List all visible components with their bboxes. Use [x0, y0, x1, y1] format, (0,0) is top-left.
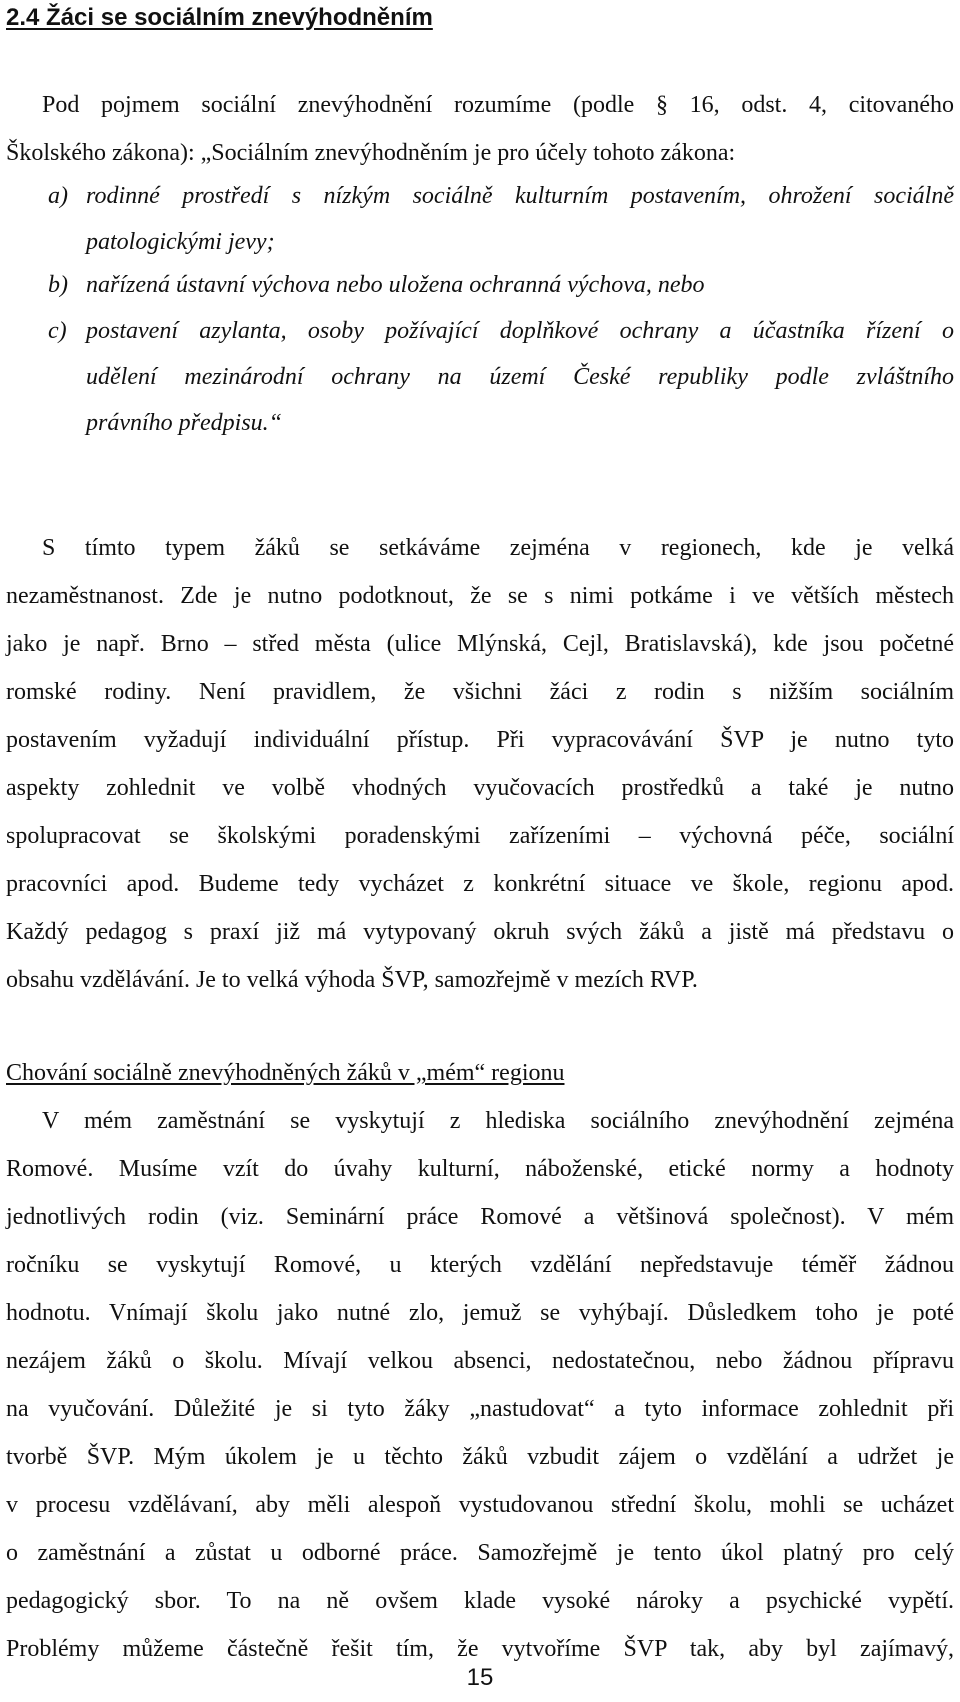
paragraph-line: romské rodiny. Není pravidlem, že všichni žáci z rodin s nižším sociálním — [6, 679, 954, 705]
law-item-line: nařízená ústavní výchova nebo uložena ochranná výchova, nebo — [86, 272, 705, 298]
intro-line: Školského zákona): „Sociálním znevýhodněním je pro účely tohoto zákona: — [6, 140, 736, 166]
paragraph-line: spolupracovat se školskými poradenskými zařízeními – výchovná péče, sociální — [6, 823, 954, 849]
paragraph-line: aspekty zohlednit ve volbě vhodných vyučovacích prostředků a také je nutno — [6, 775, 954, 801]
paragraph-line: ročníku se vyskytují Romové, u kterých vzdělání nepředstavuje téměř žádnou — [6, 1252, 954, 1278]
paragraph-line: v procesu vzdělávaní, aby měli alespoň vystudovanou střední školu, mohli se ucházet — [6, 1492, 954, 1518]
paragraph-line: pedagogický sbor. To na ně ovšem klade vysoké nároky a psychické vypětí. — [6, 1588, 954, 1614]
paragraph-line: nezaměstnanost. Zde je nutno podotknout, že se s nimi potkáme i ve větších městech — [6, 583, 954, 609]
subsection-heading: Chování sociálně znevýhodněných žáků v „mém“ regionu — [6, 1060, 565, 1086]
paragraph-line: pracovníci apod. Budeme tedy vycházet z konkrétní situace ve škole, regionu apod. — [6, 871, 954, 897]
paragraph-one — [6, 524, 954, 1004]
paragraph-line: S tímto typem žáků se setkáváme zejména v regionech, kde je velká — [42, 535, 954, 561]
law-item-line: právního předpisu.“ — [86, 410, 283, 436]
law-item-line: patologickými jevy; — [86, 229, 275, 255]
law-item-line: udělení mezinárodní ochrany na území České republiky podle zvláštního — [86, 364, 954, 390]
law-item-label: b) — [48, 272, 68, 298]
paragraph-line: jako je např. Brno – střed města (ulice Mlýnská, Cejl, Bratislavská), kde jsou početné — [6, 631, 954, 657]
law-item-line: rodinné prostředí s nízkým sociálně kulturním postavením, ohrožení sociálně — [86, 183, 954, 209]
paragraph-line: hodnotu. Vnímají školu jako nutné zlo, jemuž se vyhýbají. Důsledkem toho je poté — [6, 1300, 954, 1326]
law-item-label: c) — [48, 318, 67, 344]
paragraph-line: V mém zaměstnání se vyskytují z hlediska sociálního znevýhodnění zejména — [42, 1108, 954, 1134]
paragraph-two — [6, 1097, 954, 1673]
paragraph-line: obsahu vzdělávání. Je to velká výhoda ŠVP, samozřejmě v mezích RVP. — [6, 967, 698, 993]
paragraph-line: Každý pedagog s praxí již má vytypovaný okruh svých žáků a jistě má představu o — [6, 919, 954, 945]
paragraph-line: Problémy můžeme částečně řešit tím, že vytvoříme ŠVP tak, aby byl zajímavý, — [6, 1636, 954, 1662]
intro-paragraph — [6, 81, 954, 177]
paragraph-line: nezájem žáků o školu. Mívají velkou absenci, nedostatečnou, nebo žádnou přípravu — [6, 1348, 954, 1374]
intro-line: Pod pojmem sociální znevýhodnění rozumíme (podle § 16, odst. 4, citovaného — [42, 92, 954, 118]
page-number: 15 — [466, 1664, 494, 1691]
section-heading: 2.4 Žáci se sociálním znevýhodněním — [6, 4, 433, 31]
paragraph-line: postavením vyžadují individuální přístup. Při vypracovávání ŠVP je nutno tyto — [6, 727, 954, 753]
paragraph-line: o zaměstnání a zůstat u odborné práce. Samozřejmě je tento úkol platný pro celý — [6, 1540, 954, 1566]
paragraph-line: jednotlivých rodin (viz. Seminární práce Romové a většinová společnost). V mém — [6, 1204, 954, 1230]
paragraph-line: na vyučování. Důležité je si tyto žáky „nastudovat“ a tyto informace zohlednit při — [6, 1396, 954, 1422]
paragraph-line: tvorbě ŠVP. Mým úkolem je u těchto žáků vzbudit zájem o vzdělání a udržet je — [6, 1444, 954, 1470]
paragraph-line: Romové. Musíme vzít do úvahy kulturní, náboženské, etické normy a hodnoty — [6, 1156, 954, 1182]
law-item-line: postavení azylanta, osoby požívající doplňkové ochrany a účastníka řízení o — [86, 318, 954, 344]
law-item-label: a) — [48, 183, 68, 209]
